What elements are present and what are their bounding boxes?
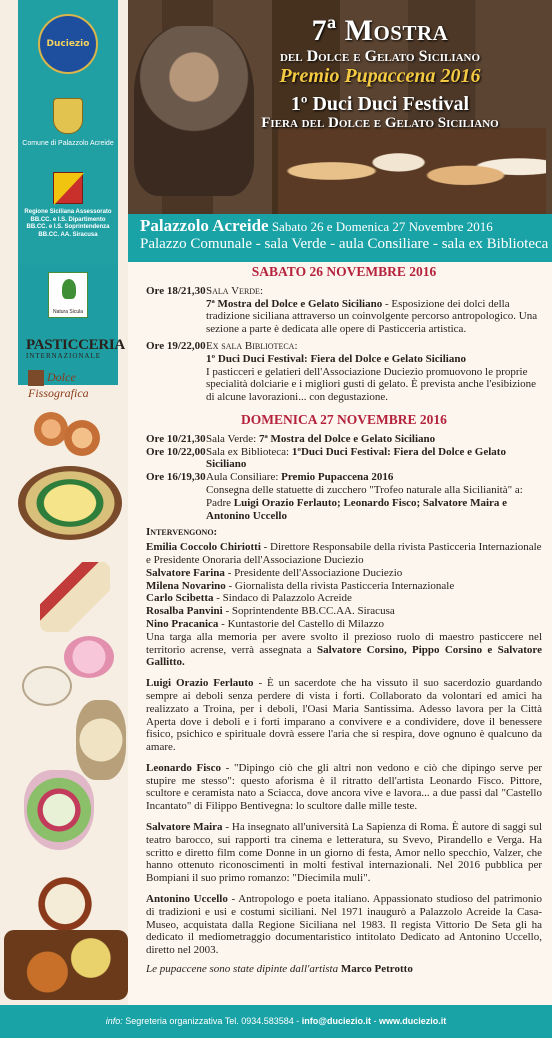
footer — [0, 1005, 552, 1038]
speaker-name: Rosalba Panvini — [146, 605, 223, 618]
festival-title: 1º Duci Duci Festival — [290, 93, 470, 115]
speaker-name: Nino Pracanica — [146, 617, 219, 630]
comune-crest-icon — [53, 98, 83, 134]
speaker-row — [146, 618, 542, 631]
award-names: Luigi Orazio Ferlauto; Leonardo Fisco; Salvatore Maira e Antonino Uccello — [206, 496, 508, 522]
program-content — [146, 266, 542, 976]
event-dates: Sabato 26 e Domenica 27 Novembre 2016 — [268, 219, 493, 234]
pastry-image — [64, 420, 100, 456]
cassata-image — [18, 466, 122, 540]
comune-label: Comune di Palazzolo Acreide — [22, 140, 114, 147]
event-title: 7ª Mostra del Dolce e Gelato Siciliano — [206, 297, 383, 310]
place-name: Palazzolo Acreide — [140, 216, 269, 235]
event-body — [206, 446, 542, 472]
footer-separator: - — [371, 1016, 380, 1026]
cannoli-image — [278, 128, 546, 214]
event-venue: Aula Consiliare: — [206, 471, 282, 484]
event-row — [146, 340, 542, 404]
regione-label: Regione Siciliana Assessorato BB.CC. e I.S. Dipartimento BB.CC. e I.S. Soprintendenza BB.CC. AA. Siracusa — [24, 209, 112, 238]
dolce-label: Dolce Fissografica — [28, 370, 89, 401]
speaker-name: Emilia Coccolo Chiriotti — [146, 541, 261, 554]
event-title: 1ºDuci Duci Festival: Fiera del Dolce e Gelato Siciliano — [206, 445, 506, 471]
event-time: Ore 10/22,00 — [146, 445, 206, 458]
credit-artist: Marco Petrotto — [340, 963, 413, 976]
torrone-image — [40, 562, 110, 632]
event-text: - Esposizione dei dolci della tradizione siciliana attraverso un coinvolgente percorso antropologico. Una sezione a parte è dedicata alle opere di Pasticceria artistica. — [206, 297, 538, 336]
bio-name: Luigi Orazio Ferlauto — [146, 677, 254, 690]
bio-name: Leonardo Fisco — [146, 761, 221, 774]
logo-text: Duciezio — [46, 39, 90, 49]
sidebar — [0, 0, 128, 1005]
intervengono-label: Intervengono: — [146, 526, 218, 539]
sweets-basket-image — [4, 930, 128, 1000]
bio-name: Salvatore Maira — [146, 821, 223, 834]
natura-sicula-logo — [48, 272, 88, 318]
speaker-role: - Direttore Responsabile della rivista Pasticceria Internazionale e Presidente Onoraria dell'Associazione Duciezio — [146, 541, 542, 566]
bio-text: - Antropologo e poeta italiano. Appassionato studioso del patrimonio di tradizioni e usi e costumi siciliani. Nel 1971 inaugurò a Palazzolo Acreide la Casa-Museo, acquistata dalla Regione Siciliana nel 1983. Il regista Vittorio De Seta gli ha dedicato il mediometraggio documentaristico intitolato Dedicato ad Antonino Uccello, diretto nel 2003. — [146, 893, 542, 957]
bio-paragraph — [146, 821, 542, 885]
event-row — [146, 433, 542, 446]
sugar-figure-image — [76, 700, 126, 780]
credit-text: Le pupaccene sono state dipinte dall'artista — [146, 963, 341, 976]
event-row — [146, 446, 542, 472]
event-text: I pasticceri e gelatieri dell'Associazione Duciezio promuovono le proprie specialità dolciarie e i migliori gusti di gelato. È prevista anche l'esibizione di alcune lavorazioni... con degustazione. — [206, 365, 537, 404]
bio-paragraph — [146, 677, 542, 754]
targa-text: Una targa alla memoria per avere svolto il prezioso ruolo di maestro pasticcere nel territorio acrense, verrà assegnata a — [146, 630, 542, 656]
speaker-row — [146, 605, 542, 618]
speakers-list — [146, 541, 542, 631]
event-title: Premio Pupaccena 2016 — [281, 471, 394, 484]
speaker-name: Milena Novarino — [146, 579, 226, 592]
bio-paragraph — [146, 762, 542, 813]
speaker-name: Salvatore Farina — [146, 566, 225, 579]
speaker-name: Carlo Scibetta — [146, 592, 214, 605]
place-date-line — [140, 216, 493, 236]
bio-text: - Ha insegnato all'università La Sapienza di Roma. È autore di saggi sul teatro barocco, sui rapporti tra cinema e letteratura, su Svevo, Pirandello e Verga. Ha scritto e diretto film come Donne in un giorno di festa, Amor nello specchio, Valzer, che hanno ottenuto riconoscimenti in molti festival internazionali. Nel 2016 pubblica per Bompiani il suo primo romanzo: "Diecimila muli". — [146, 821, 543, 885]
event-body — [206, 433, 542, 446]
premio-title: Premio Pupaccena 2016 — [279, 65, 481, 87]
natura-label: Natura Sicula — [52, 309, 83, 315]
dolce-logo — [28, 370, 108, 401]
targa-paragraph — [146, 631, 542, 669]
pasticceria-logo — [26, 337, 125, 360]
speaker-row — [146, 541, 542, 567]
speaker-row — [146, 592, 542, 605]
speaker-role: - Giornalista della rivista Pasticceria Internazionale — [225, 579, 455, 592]
event-row — [146, 285, 542, 336]
event-title: 1º Duci Duci Festival: Fiera del Dolce e Gelato Siciliano — [206, 352, 466, 365]
dolce-logo-icon — [28, 370, 44, 386]
pasticceria-label: PASTICCERIA — [26, 337, 125, 353]
speaker-role: - Sindaco di Palazzolo Acreide — [213, 592, 352, 605]
pastry-image — [34, 412, 68, 446]
event-time: Ore 18/21,30 — [146, 284, 206, 297]
event-venue: Sala Verde: — [206, 284, 263, 297]
speaker-role: - Kuntastorie del Castello di Milazzo — [218, 617, 384, 630]
event-row — [146, 471, 542, 522]
duciezio-logo — [38, 14, 98, 74]
venues-line: Palazzo Comunale - sala Verde - aula Consiliare - sala ex Biblioteca — [140, 236, 549, 252]
event-venue: Ex sala Biblioteca: — [206, 339, 298, 352]
event-title: 7ª Mostra — [311, 14, 449, 47]
footer-website-link[interactable]: www.duciezio.it — [379, 1016, 447, 1026]
artist-credit — [146, 963, 542, 976]
footer-text: Segreteria organizzativa Tel. 0934.583584 - — [122, 1016, 302, 1026]
pink-sweet-image — [64, 636, 114, 678]
bio-paragraph — [146, 893, 542, 957]
pasticceria-sub-label: INTERNAZIONALE — [26, 352, 102, 360]
speaker-row — [146, 567, 542, 580]
bio-text: - "Dipingo ciò che gli altri non vedono e ciò che dipingo serve per stupire me stesso": questo aforisma è il ritratto dell'artista Leonardo Fisco. Pittore, scultore e ceramista nato a Sciacca, dove ancora vive e lavora... a due passi dal "Castello Incantato" di Filippo Bentivegna: lo scultore dalle mille teste. — [146, 761, 542, 813]
saturday-heading: SABATO 26 NOVEMBRE 2016 — [251, 264, 437, 279]
speaker-role: - Soprintendente BB.CC.AA. Siracusa — [222, 605, 395, 618]
event-body — [206, 471, 542, 522]
event-title: 7ª Mostra del Dolce e Gelato Siciliano — [258, 432, 436, 445]
fiera-title: Fiera del Dolce e Gelato Siciliano — [261, 115, 499, 131]
event-venue: Sala Verde: — [206, 432, 259, 445]
bio-name: Antonino Uccello — [146, 893, 228, 906]
event-text: Consegna delle statuette di zucchero "Trofeo naturale alla Sicilianità" a: Padre — [206, 483, 523, 509]
speaker-row — [146, 580, 542, 593]
event-time: Ore 19/22,00 — [146, 339, 206, 352]
event-venue: Sala ex Biblioteca: — [206, 445, 292, 458]
speaker-role: - Presidente dell'Associazione Duciezio — [224, 566, 403, 579]
footer-label: info: — [105, 1016, 123, 1026]
footer-email-link[interactable]: info@duciezio.it — [301, 1016, 372, 1026]
event-subtitle: del Dolce e Gelato Siciliano — [279, 48, 481, 65]
event-body — [206, 285, 542, 336]
sicily-flag-icon — [53, 172, 83, 204]
marzipan-heart-image — [24, 770, 94, 850]
event-body — [206, 340, 542, 404]
event-time: Ore 10/21,30 — [146, 432, 206, 445]
white-sweet-image — [22, 666, 72, 706]
event-time: Ore 16/19,30 — [146, 471, 206, 484]
header-banner — [128, 0, 552, 262]
sunday-heading: DOMENICA 27 NOVEMBRE 2016 — [241, 411, 447, 427]
bio-text: - È un sacerdote che ha vissuto il suo sacerdozio guardando sempre ai deboli senza perdere di vista i forti. Collaborato da volontari ed amici ha realizzato a Troina, per i deboli, l'Oasi Maria Santissima. Adesso lavora per la Città Aperta dove i deboli e i forti imparano a convivere e a condividere, dove il benessere fisico, psichico e spirituale dovrà essere l'aria che si respira, dove ognuno è qualcuno da amare. — [146, 677, 542, 754]
targa-names: Salvatore Corsino, Pippo Corsino e Salvatore Gallitto. — [146, 643, 542, 669]
